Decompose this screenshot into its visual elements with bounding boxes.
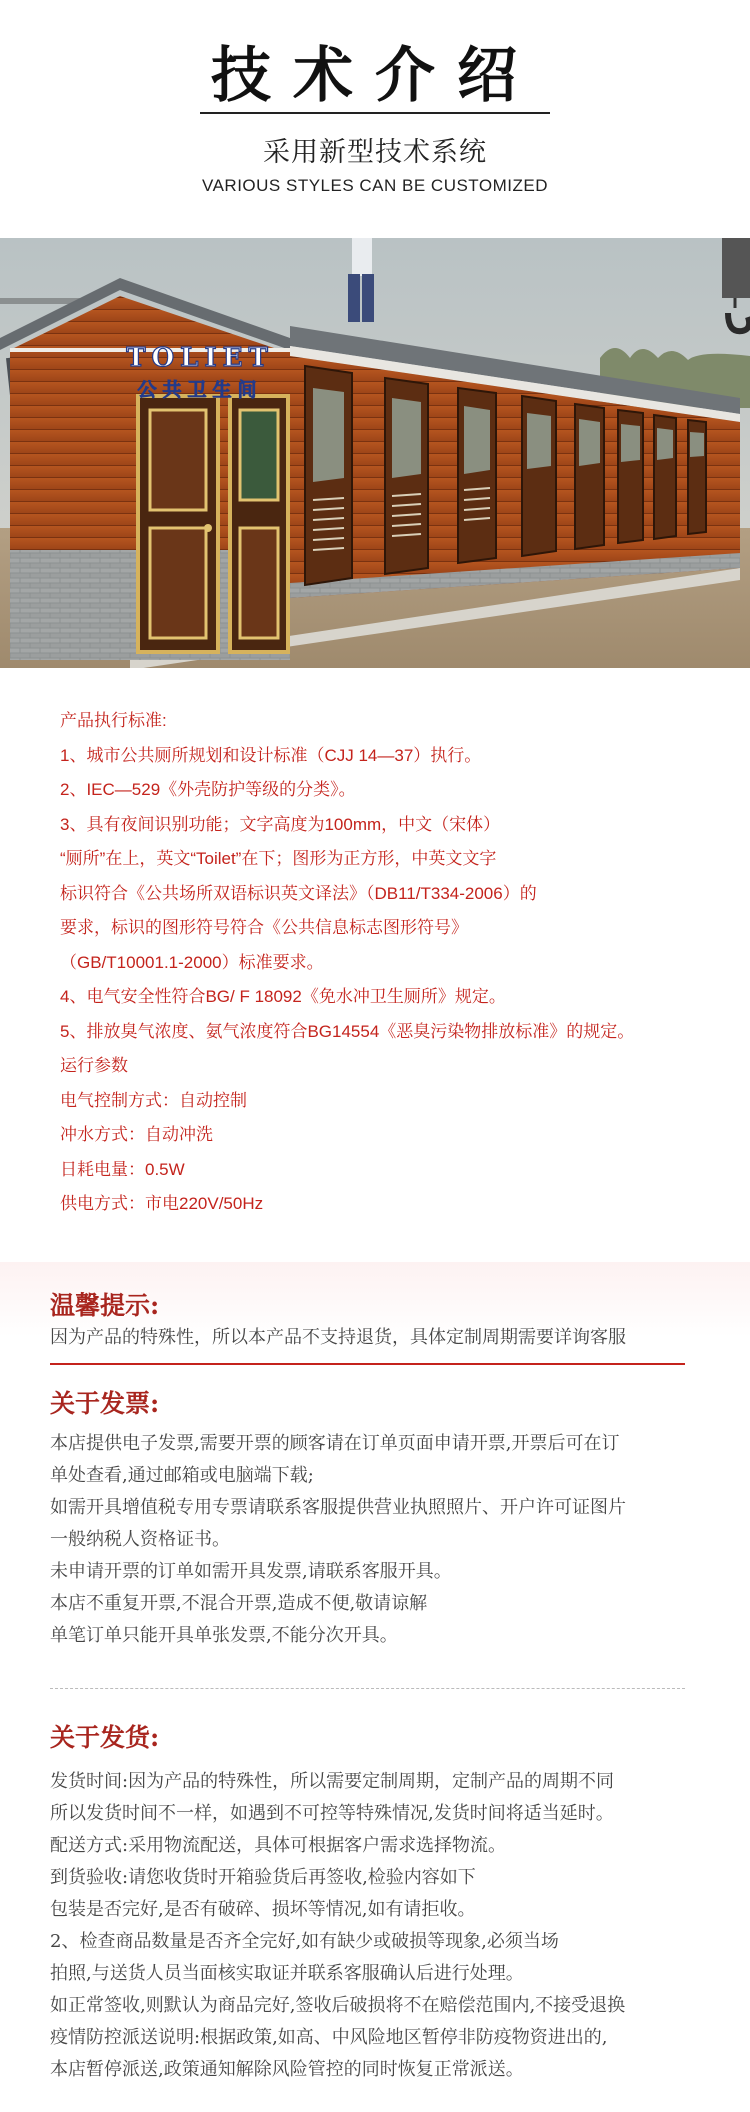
invoice-line: 一般纳税人资格证书。 <box>50 1529 230 1550</box>
shipping-line: 2、检查商品数量是否齐全完好,如有缺少或破损等现象,必须当场 <box>50 1931 559 1952</box>
shipping-body <box>50 1766 720 2086</box>
invoice-line: 本店不重复开票,不混合开票,造成不便,敬请谅解 <box>50 1593 428 1614</box>
shipping-title: 关于发货: <box>50 1723 160 1752</box>
shipping-line: 所以发货时间不一样，如遇到不可控等特殊情况,发货时间将适当延时。 <box>50 1803 614 1824</box>
spec-line: 要求，标识的图形符号符合《公共信息标志图形符号》 <box>60 918 468 937</box>
shipping-line: 发货时间:因为产品的特殊性，所以需要定制周期，定制产品的周期不同 <box>50 1771 615 1792</box>
spec-line: “厕所”在上，英文“Toilet”在下；图形为正方形，中英文文字 <box>60 849 497 868</box>
shipping-line: 本店暂停派送,政策通知解除风险管控的同时恢复正常派送。 <box>50 2059 524 2080</box>
param-line: 电气控制方式：自动控制 <box>60 1090 247 1110</box>
spec-line: 标识符合《公共场所双语标识英文译法》（DB11/T334-2006）的 <box>60 883 537 903</box>
tips-title: 温馨提示: <box>50 1291 160 1320</box>
tips-divider <box>50 1363 685 1365</box>
spec-line: 2、IEC—529《外壳防护等级的分类》。 <box>60 780 356 799</box>
param-line: 日耗电量：0.5W <box>60 1159 185 1179</box>
product-photo <box>0 238 750 668</box>
invoice-line: 单笔订单只能开具单张发票,不能分次开具。 <box>50 1625 398 1646</box>
title-divider <box>200 112 550 114</box>
invoice-body <box>50 1428 720 1652</box>
spec-line: 5、排放臭气浓度、氨气浓度符合BG14554《恶臭污染物排放标准》的规定。 <box>60 1021 635 1041</box>
param-line: 冲水方式：自动冲洗 <box>60 1125 213 1144</box>
param-line: 供电方式：市电220V/50Hz <box>60 1194 264 1213</box>
shipping-line: 如正常签收,则默认为商品完好,签收后破损将不在赔偿范围内,不接受退换 <box>50 1995 626 2016</box>
page-subtitle-en: VARIOUS STYLES CAN BE CUSTOMIZED <box>202 176 548 195</box>
page-title: 技术介绍 <box>211 41 539 111</box>
shipping-line: 包装是否完好,是否有破碎、损坏等情况,如有请拒收。 <box>50 1899 476 1920</box>
invoice-title: 关于发票: <box>50 1389 160 1418</box>
invoice-divider <box>50 1688 685 1689</box>
invoice-line: 本店提供电子发票,需要开票的顾客请在订单页面申请开票,开票后可在订 <box>50 1433 620 1454</box>
toilet-sign-en: TOLIET <box>126 343 274 373</box>
invoice-line: 单处查看,通过邮箱或电脑端下载; <box>50 1465 314 1486</box>
shipping-line: 拍照,与送货人员当面核实取证并联系客服确认后进行处理。 <box>50 1963 524 1984</box>
spec-line: （GB/T10001.1-2000）标准要求。 <box>60 952 324 972</box>
spec-line: 1、城市公共厕所规划和设计标准（CJJ 14—37）执行。 <box>60 745 482 765</box>
spec-section <box>60 704 740 1222</box>
shipping-line: 到货验收:请您收货时开箱验货后再签收,检验内容如下 <box>50 1867 476 1888</box>
toilet-sign-cn: 公共卫生间 <box>137 379 263 401</box>
tips-line: 因为产品的特殊性，所以本产品不支持退货，具体定制周期需要详询客服 <box>50 1327 626 1348</box>
shipping-line: 疫情防控派送说明:根据政策,如高、中风险地区暂停非防疫物资进出的, <box>50 2027 608 2048</box>
spec-heading: 产品执行标准: <box>60 711 167 730</box>
params-heading: 运行参数 <box>60 1056 128 1075</box>
invoice-line: 未申请开票的订单如需开具发票,请联系客服开具。 <box>50 1561 452 1582</box>
spec-line: 4、电气安全性符合BG/ F 18092《免水冲卫生厕所》规定。 <box>60 987 506 1006</box>
page-subtitle: 采用新型技术系统 <box>263 137 487 167</box>
spec-line: 3、具有夜间识别功能；文字高度为100mm，中文（宋体） <box>60 814 501 834</box>
invoice-line: 如需开具增值税专用专票请联系客服提供营业执照照片、开户许可证图片 <box>50 1497 626 1518</box>
shipping-line: 配送方式:采用物流配送，具体可根据客户需求选择物流。 <box>50 1835 507 1856</box>
tips-body <box>50 1322 720 1354</box>
